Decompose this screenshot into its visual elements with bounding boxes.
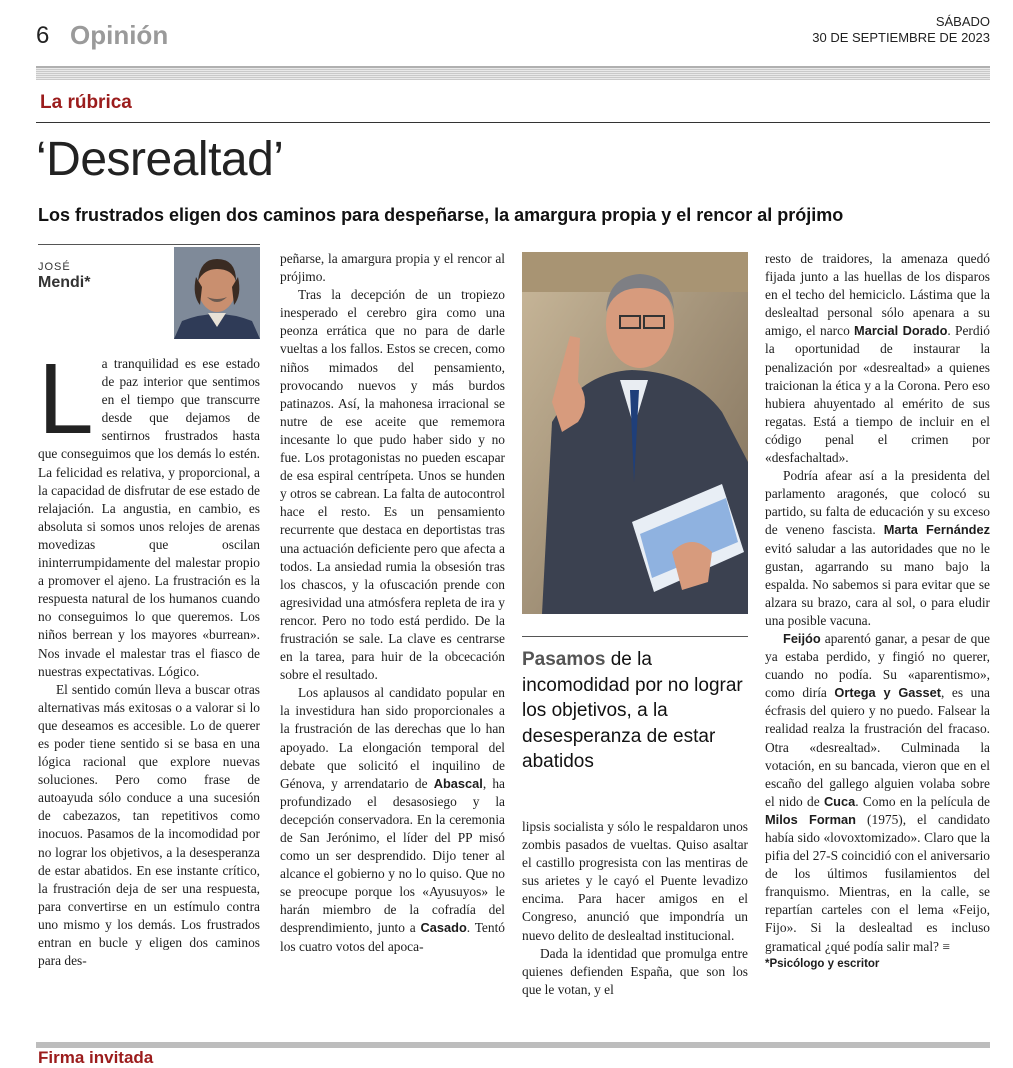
issue-date [812, 14, 990, 46]
pull-quote-lead: Pasamos [522, 649, 606, 670]
author-portrait [174, 247, 260, 339]
author-last-name: Mendi* [38, 274, 91, 291]
column-3 [522, 818, 748, 999]
page-header [36, 10, 990, 58]
column-2 [280, 250, 505, 956]
next-section-title: Firma invitada [38, 1048, 154, 1067]
author-footnote: *Psicólogo y escritor [765, 957, 880, 970]
paragraph: Podría afear así a la presidenta del parlamento aragonés, que colocó su partido, su falta de educación y su exceso de veneno fascista. Marta Fernández evitó saludar a las autoridades que no le gustan, agarrando su mano bajo la espalda. No sabemos si para evitar que se alzara su brazo, cara al sol, o para eludir una posible vacuna. [765, 468, 990, 628]
byline [38, 244, 260, 340]
subheadline: Los frustrados eligen dos caminos para despeñarse, la amargura propia y el rencor al prójimo [38, 205, 844, 225]
weekday: SÁBADO [935, 14, 990, 29]
name-highlight: Milos Forman [765, 811, 856, 827]
paragraph: El sentido común lleva a buscar otras alternativas más exitosas o a valorar si lo que deseamos es accesible. Lo de querer es poder tiene sentido si se basa en una lógica racional que explore nuevas soluciones. Pero como frase de autoayuda sólo conduce a una sucesión de cabezazos, tan repetitivos como inocuos. Pasamos de la incomodidad por no lograr los objetivos, a la desesperanza de estar abatidos. En ese instante crítico, la frustración deja de ser una respuesta, para convertirse en un estímulo contra uno mismo y los demás. Los frustrados entran en bucle y eligen dos caminos para des- [38, 681, 260, 969]
section-title: Opinión [70, 20, 169, 50]
header-rule [36, 66, 990, 80]
name-highlight: Casado [420, 920, 467, 936]
name-highlight: Marcial Dorado [854, 323, 948, 339]
paragraph: resto de traidores, la amenaza quedó fijada junto a las huellas de los disparos en el techo del hemiciclo. Lástima que la deslealtad personal sólo apenara a su amigo, el narco Marcial Dorado. Perdió la oportunidad de instaurar la penalización por «desrealtad» a quienes traicionan la ética y a la Corona. Pero eso hubiera ahuyentado al emérito de sus regatas. Está a tiempo de incluir en el código penal el crimen por «desfachaltad». [765, 251, 991, 466]
name-highlight: Ortega y Gasset [834, 685, 942, 701]
paragraph: peñarse, la amargura propia y el rencor al prójimo. [280, 251, 505, 285]
name-highlight: Abascal [433, 775, 483, 791]
headline: ‘Desrealtad’ [36, 133, 284, 186]
rubric-rule [36, 122, 990, 123]
paragraph: Los aplausos al candidato popular en la investidura han sido proporcionales a la frustración de las derechas que lo han apoyado. La elongación temporal del debate que solicitó el inquilino de Génova, y arrendatario de Abascal, ha profundizado el desasosiego y la decepción conservadora. En la ceremonia de San Jerónimo, el líder del PP misó como un ser desprendido. Dijo tener al alcance el gobierno y no lo quiso. Que no se preocupe porque los «Ayusuyos» le harán miembro de la cofradía del desprendimiento, junto a Casado. Tentó los cuatro votos del apoca- [280, 685, 505, 954]
column-4 [765, 250, 990, 970]
article-photo [522, 252, 748, 614]
pull-quote [522, 636, 748, 775]
paragraph: Tras la decepción de un tropiezo inesperado el cerebro gira como una peonza errática que no para de darle vueltas a los fallos. Estos se crecen, como niños mimados del pensamiento, provocando nuevos y más burdos patinazos. Así, la mahonesa irracional se nutre de ese aceite que rememora incesante lo que pudo haber sido y no fue. Los protagonistas no pueden escapar de esa espiral centrípeta. Unos se hunden y otros se cabrean. La falta de autocontrol hace el resto. Es un pensamiento recurrente que destaca en deportistas tras una actuación deficiente pero que afecta a todos. La ansiedad rumia la obsesión tras los chascos, y la ofuscación prende con agresividad una atmósfera repleta de ira y rencor. Pero no todo está perdido. De la frustración se sale. La clave es centrarse en la tarea, para huir de la obcecación sobre el resultado. [280, 287, 505, 683]
footer-rule [36, 1042, 990, 1048]
date: 30 DE SEPTIEMBRE DE 2023 [812, 30, 990, 45]
paragraph: Dada la identidad que promulga entre quienes defienden España, que son los que le votan, y el [522, 945, 748, 997]
name-highlight: Feijóo [783, 630, 821, 646]
drop-cap: L [38, 343, 94, 455]
rubric: La rúbrica [40, 92, 132, 113]
page-number: 6 [36, 22, 50, 49]
column-1 [38, 343, 260, 970]
paragraph: a tranquilidad es ese estado de paz interior que sentimos en el tiempo que transcurre desde que dejamos de sentirnos frustrados hasta que conseguimos que los demás lo estén. La felicidad es relativa, y proporcional, a la capacidad de disfrutar de ese estado de relajación. La angustia, en cambio, es absoluta si somos unos relojes de arenas movedizas que oscilan ininterrumpidamente del malestar propio a promover el ajeno. La frustración es la respuesta natural de los humanos cuando no conseguimos lo que queremos. Los niños berrean y los mayores «burrean». Nos invade el malestar tras el fiasco de nuestras expectativas. Lógico. [38, 356, 260, 679]
name-highlight: Cuca [823, 793, 856, 809]
pull-quote-text: de la incomodidad por no lograr los objetivos, a la desesperanza de estar abatidos [522, 649, 743, 772]
name-highlight: Marta Fernández [883, 522, 990, 538]
paragraph: Feijóo aparentó ganar, a pesar de que ya estaba perdido, y fingió no querer, cuando no podía. Su «aparentismo», como diría Ortega y Gasset, es una écfrasis del quiero y no puedo. Falsear la realidad realza la frustración del fracaso. Otra «desrealtad». Culminada la votación, en su bancada, vieron que en el escaño del gallego alguien volaba sobre el nido de Cuca. Como en la película de Milos Forman (1975), el candidato había sido «lovoxtomizado». Claro que la pifia del 27-S coincidió con el aniversario de los últimos fusilamientos del franquismo. Mientras, en la calle, se repartían carteles con el lema «Feijo, Fijo». Si la deslealtad es incluso gramatical ¿qué podía salir mal? ≡ [765, 630, 991, 954]
paragraph: lipsis socialista y sólo le respaldaron unos zombis pasados de vueltas. Quiso asaltar el castillo progresista con las mentiras de sus arietes y le cayó el Puente levadizo encima. Para hacer amigos en el Congreso, anunció que impondría un nuevo delito de deslealtad institucional. [522, 819, 748, 943]
author-first-name: JOSÉ [38, 261, 71, 273]
